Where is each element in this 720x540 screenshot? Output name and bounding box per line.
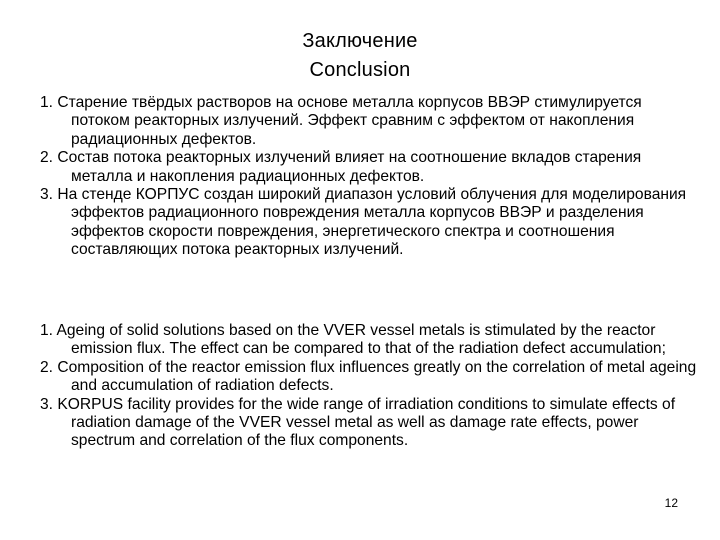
conclusion-item-en-3: 3. KORPUS facility provides for the wide range of irradiation conditions to simulate effects of radiation damage of the VVER vessel metal as well as damage rate effects, power spectrum and correlation of the flux components. (40, 395, 676, 450)
conclusion-item-en-2: 2. Composition of the reactor emission flux influences greatly on the correlation of metal ageing and accumulation of radiation defects. (40, 358, 697, 395)
conclusion-item-ru-3: 3. На стенде КОРПУС создан широкий диапазон условий облучения для моделирования эффектов радиационного повреждения металла корпусов ВВЭР и разделения эффектов скорости повреждения, энергетического спектра и соотношения составляющих потока реакторных излучений. (40, 186, 687, 259)
conclusion-list-english (40, 322, 700, 451)
conclusion-item-ru-2: 2. Состав потока реакторных излучений влияет на соотношение вкладов старения металла и накопления радиационных дефектов. (40, 149, 642, 185)
title-russian: Заключение (302, 30, 418, 52)
title-english: Conclusion (309, 59, 411, 81)
conclusion-list-russian (40, 94, 700, 260)
conclusion-item-ru-1: 1. Старение твёрдых растворов на основе металла корпусов ВВЭР стимулируется потоком реакторных излучений. Эффект сравним с эффектом от накопления радиационных дефектов. (40, 94, 642, 148)
page-number: 12 (664, 496, 678, 510)
conclusion-item-en-1: 1. Ageing of solid solutions based on the VVER vessel metals is stimulated by the reactor emission flux. The effect can be compared to that of the radiation defect accumulation; (40, 322, 666, 358)
slide-title (0, 27, 720, 85)
